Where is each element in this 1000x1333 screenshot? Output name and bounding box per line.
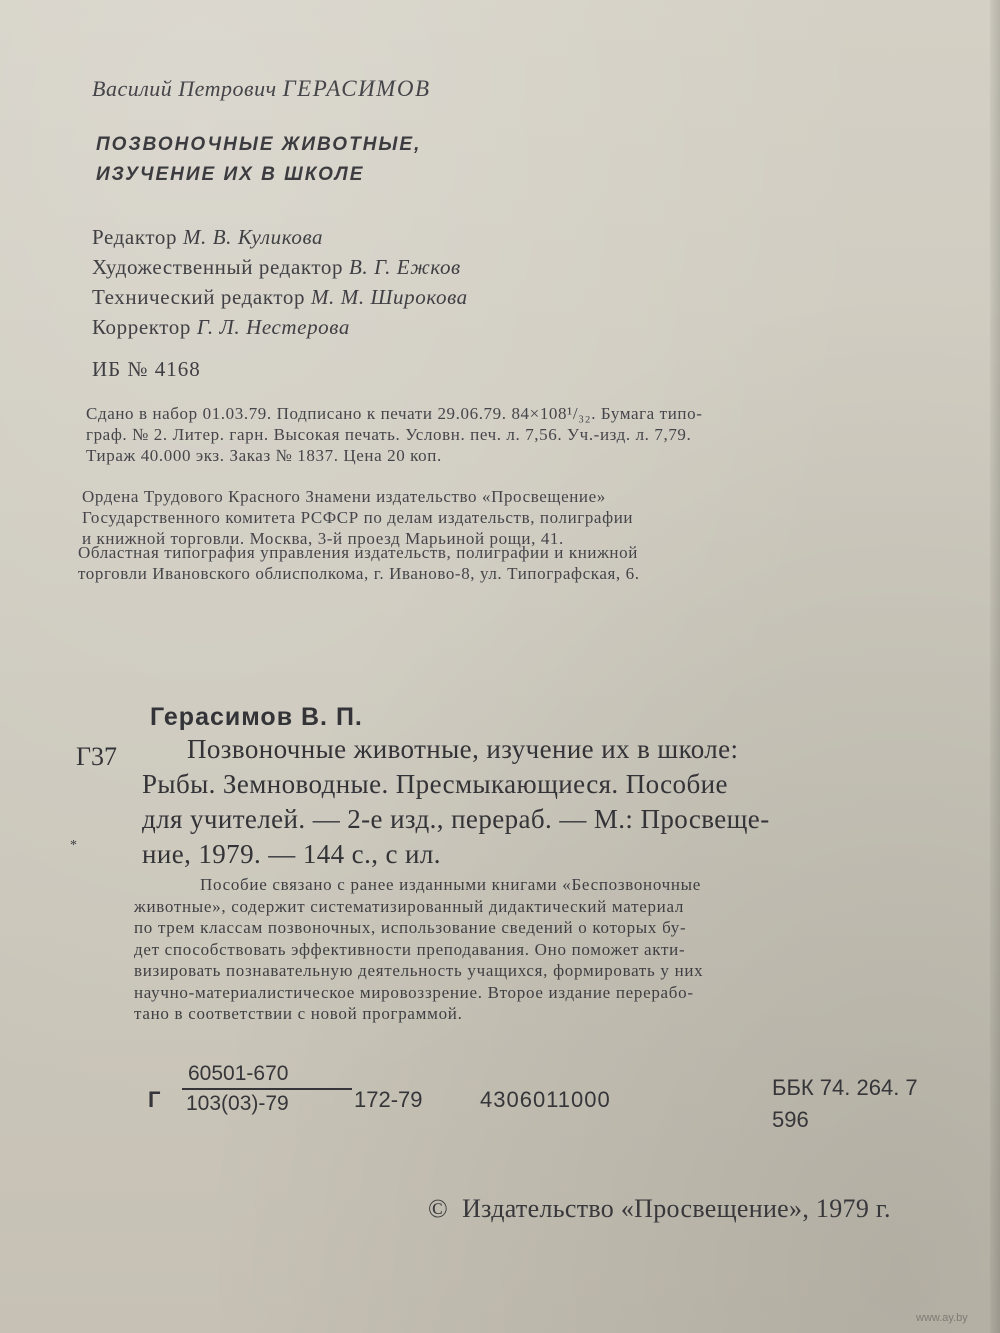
imprint-line: Сдано в набор 01.03.79. Подписано к печати 29.06.79. 84×108¹/₃₂. Бумага типо- [86,404,703,423]
printer-line: Областная типография управления издательств, полиграфии и книжной [78,543,638,562]
abstract-line: Пособие связано с ранее изданными книгами «Беспозвоночные [200,875,702,894]
credit-role: Технический редактор [92,285,306,309]
fraction-denominator: 103(03)-79 [186,1092,289,1115]
publisher-info [82,486,633,549]
abstract-line: научно-материалистическое мировоззрение. Второе издание перерабо- [134,982,694,1002]
classification-code-3: 4306011000 [480,1087,611,1112]
catalog-card-author: Герасимов В. П. [150,703,363,731]
publisher-line: и книжной торговли. Москва, 3-й проезд Марьиной рощи, 41. [82,529,564,548]
publisher-line: Ордена Трудового Красного Знамени издательство «Просвещение» [82,487,606,506]
printer-info [78,542,640,584]
author-name [92,76,431,102]
credit-line [92,222,468,252]
page-edge-shadow [990,0,1000,1333]
credit-role: Редактор [92,225,178,249]
bbk-classification [772,1072,918,1136]
credit-role: Художественный редактор [92,255,344,279]
editorial-credits [92,222,468,342]
catalog-card-line: Позвоночные животные, изучение их в школе: [187,734,739,764]
catalog-card-description [142,732,770,872]
book-title-line: ИЗУЧЕНИЕ ИХ В ШКОЛЕ [96,164,365,185]
imprint-details [86,403,702,466]
book-title-line: ПОЗВОНОЧНЫЕ ЖИВОТНЫЕ, [96,134,422,155]
imprint-line: граф. № 2. Литер. гарн. Высокая печать. Условн. печ. л. 7,56. Уч.-изд. л. 7,79. [86,425,692,444]
copyright-line [428,1194,891,1224]
catalog-card-index: Г37 [76,742,118,771]
imprint-line: Тираж 40.000 экз. Заказ № 1837. Цена 20 коп. [86,446,442,465]
ib-number: ИБ № 4168 [92,357,201,381]
abstract [134,874,703,1025]
credit-line [92,282,468,312]
classification-fraction [182,1062,352,1116]
author-first-names: Василий Петрович [92,76,277,101]
credit-line [92,312,468,342]
credit-name: М. М. Широкова [310,285,468,309]
credit-line [92,252,468,282]
abstract-line: по трем классам позвоночных, использование сведений о которых бу- [134,918,687,937]
classification-code-2: 172-79 [354,1087,423,1112]
catalog-card-line: ние, 1979. — 144 с., с ил. [142,839,441,869]
site-watermark: www.ay.by [916,1312,968,1324]
catalog-card-line: Рыбы. Земноводные. Пресмыкающиеся. Пособие [142,769,728,799]
publisher-line: Государственного комитета РСФСР по делам издательств, полиграфии [82,508,634,527]
credit-name: Г. Л. Нестерова [196,315,350,339]
credit-name: М. В. Куликова [182,225,324,249]
fraction-numerator: 60501-670 [188,1062,289,1085]
abstract-line: визировать познавательную деятельность учащихся, формировать у них [134,961,704,980]
classification-letter: Г [148,1087,161,1112]
abstract-line: тано в соответствии с новой программой. [134,1004,463,1023]
catalog-card-mark: * [70,838,77,853]
copyright-icon: © [428,1194,449,1223]
bbk-code: ББК 74. 264. 7 [772,1075,918,1100]
catalog-card-line: для учителей. — 2-е изд., перераб. — М.: Просвеще- [142,804,770,834]
credit-name: В. Г. Ежков [348,255,461,279]
book-title [96,130,421,190]
abstract-line: животные», содержит систематизированный дидактический материал [134,896,685,916]
credit-role: Корректор [92,315,192,339]
printer-line: торговли Ивановского облисполкома, г. Иваново-8, ул. Типографская, 6. [78,564,640,583]
abstract-line: дет способствовать эффективности преподавания. Оно поможет акти- [134,939,686,959]
udc-code: 596 [772,1107,809,1132]
author-surname: ГЕРАСИМОВ [282,76,431,101]
copyright-text: Издательство «Просвещение», 1979 г. [462,1194,891,1223]
